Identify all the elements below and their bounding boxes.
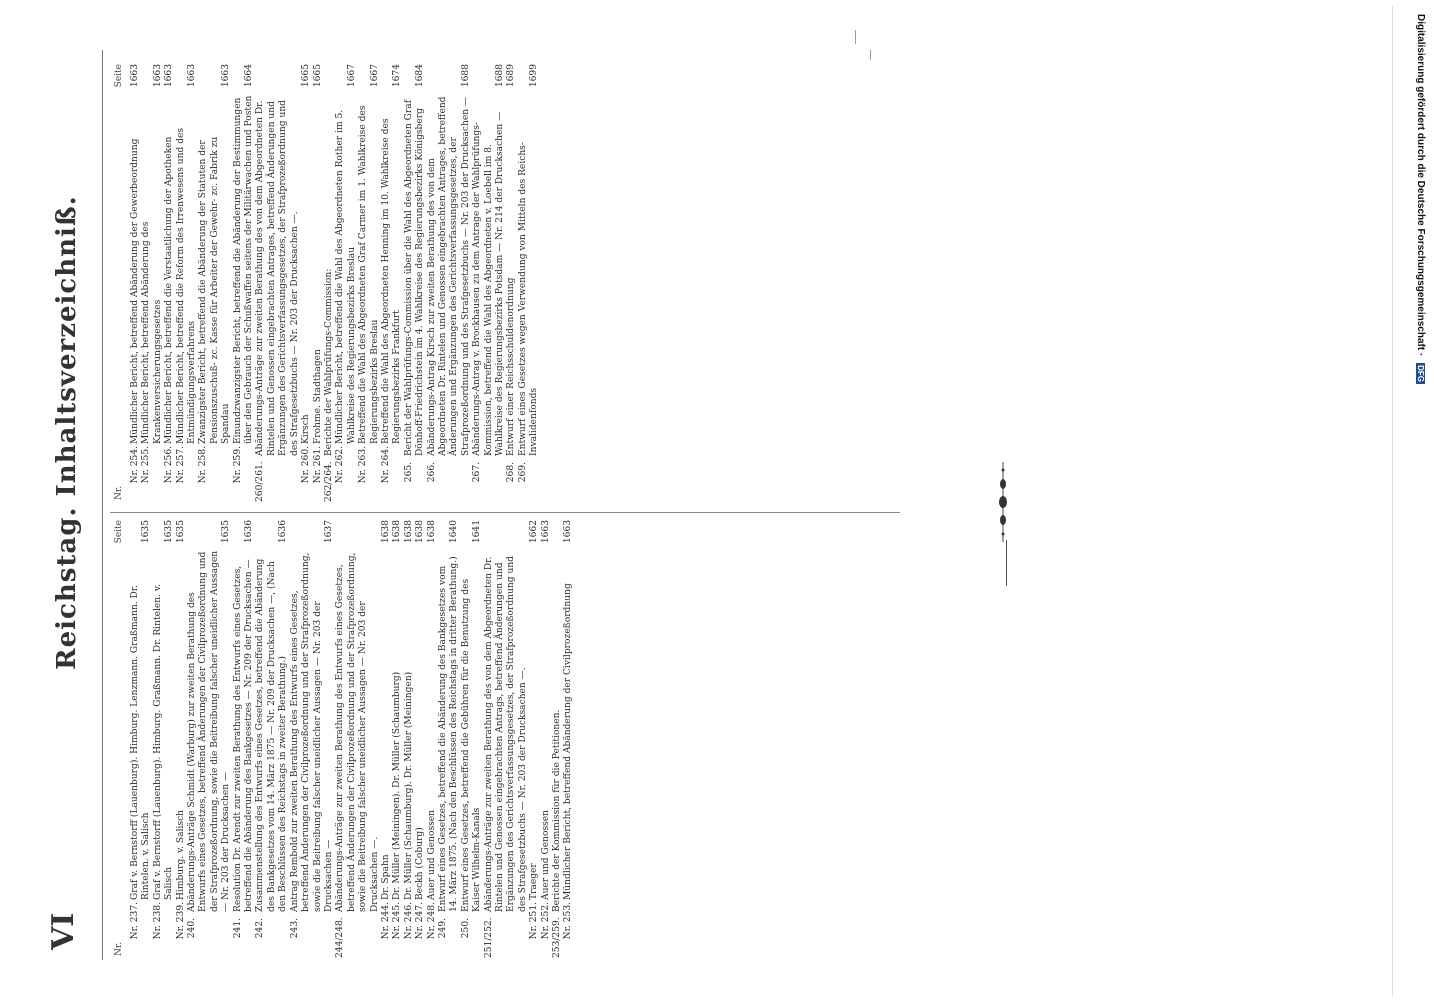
entry-list	[130, 64, 541, 502]
entry-text: Himburg. v. Salisch	[175, 809, 186, 900]
entry-text: Dr. Spahn	[380, 854, 391, 900]
index-entry	[381, 64, 404, 502]
entry-number: Nr. 251.	[529, 902, 540, 940]
entry-text: Antrag Rembold zur zweiten Berathung des Entwurfs eines Gesetzes, betreffend Änderungen der Civilprozeßordnung und der Strafprozeßordnung, sowie die Beitreibung falscher uneidlicher Aussagen — Nr. 203 der Drucksachen —	[289, 552, 334, 912]
entry-text: Berichte der Kommission für die Petitionen.	[552, 709, 563, 912]
entry-text: Berichte der Wahlprüfungs-Commission:	[323, 268, 334, 456]
entry-text: Entwurf eines Gesetzes, betreffend die Gebühren für die Benutzung des Kaiser Wilhelm-Kanals	[460, 578, 483, 912]
entry-page: 1638	[403, 520, 414, 544]
entry-list	[130, 520, 575, 958]
entry-number: Nr. 261.	[312, 446, 323, 484]
entry-text: Abänderungs-Anträge zur zweiten Berathung des Entwurfs eines Gesetzes, betreffend Änderungen der Civilprozeßordnung und der Strafprozeßordnung, sowie die Beitreibung falscher uneidlicher Aussagen — Nr. 203 der Drucksachen —.	[335, 552, 380, 912]
index-entry	[335, 520, 381, 958]
entry-number: 269.	[517, 462, 528, 483]
index-column-right	[110, 64, 900, 502]
index-entry	[563, 520, 574, 958]
index-entry	[404, 64, 427, 502]
entry-text: Einundzwanzigster Bericht, betreffend die Abänderung der Bestimmungen über den Gebrauch der Schußwaffen seitens der Militärwachen und Posten	[232, 95, 255, 444]
entry-text: Zusammenstellung des Entwurfs eines Gesetzes, betreffend die Abänderung des Bankgesetzes vom 14. März 1875 — Nr. 209 der Drucksachen —, (Nach den Beschlüssen des Reichstags in zweiter Berathung.)	[255, 558, 289, 912]
entry-text: Betreffend die Wahl des Abgeordneten Henning im 10. Wahlkreise des Regierungsbezirks Frankfurt	[380, 118, 403, 444]
entry-number: Nr. 262.	[335, 446, 346, 484]
entry-number: Nr. 246.	[403, 902, 414, 940]
entry-page: 1635	[221, 520, 232, 544]
entry-number: Nr. 259.	[232, 446, 243, 484]
index-entry	[198, 64, 232, 502]
index-entry	[438, 520, 461, 958]
entry-text: Abänderungs-Anträge zur zweiten Berathung des von dem Abgeordneten Dr. Rintelen und Genossen eingebrachten Antrages, betreffend Änderungen und Ergänzungen des Gerichtsverfassungsgesetzes, der Strafprozeßordnung und des Strafgesetzbuchs — Nr. 203 der Drucksachen —.	[255, 100, 300, 456]
seite-label: Seite	[114, 64, 124, 88]
entry-text: Entwurf eines Gesetzes, betreffend die Abänderung des Bankgesetzes vom 14. März 1875. (Nach den Beschlüssen des Reichstags in dritter Berathung.)	[437, 556, 460, 912]
page-header	[40, 50, 110, 960]
entry-number: Nr. 253.	[563, 902, 574, 940]
entry-number: 262/264.	[323, 461, 334, 502]
entry-number: Nr. 245.	[392, 902, 403, 940]
seite-label: Seite	[114, 520, 124, 544]
column-header	[114, 64, 128, 502]
entry-text: Traeger	[529, 863, 540, 900]
scan-mark	[870, 50, 871, 60]
entry-page: 1635	[164, 520, 175, 544]
column-divider	[110, 512, 900, 513]
index-entry	[141, 64, 164, 502]
page-edge	[1392, 6, 1393, 996]
digitization-credit	[1415, 14, 1426, 384]
index-entry	[541, 520, 552, 958]
entry-page: 1638	[392, 520, 403, 544]
document-page	[40, 50, 920, 960]
entry-text: Mündlicher Bericht, betreffend die Reform des Irrenwesens und des Entmündigungsverfahrens	[175, 127, 198, 444]
index-entry	[233, 520, 256, 958]
index-entry	[176, 520, 187, 958]
entry-page: 1638	[415, 520, 426, 544]
entry-number: 249.	[437, 918, 448, 939]
dfg-logo: DFG	[1416, 365, 1425, 382]
entry-page: 1688	[460, 64, 471, 88]
nr-label: Nr.	[114, 485, 124, 500]
entry-text: Frohme. Stadthagen	[312, 349, 323, 444]
entry-text: Entwurf einer Reichsschuldenordnung	[506, 277, 517, 456]
entry-page: 1665	[312, 64, 323, 88]
index-entry	[529, 520, 540, 958]
entry-text: Abänderungs-Anträge Schmidt (Warburg) zur zweiten Berathung des Entwurfs eines Gesetzes, betreffend Änderungen der Civilprozeßordnung und der Strafprozeßordnung, sowie die Beitreibung falscher uneidlicher Aussagen — Nr. 203 der Drucksachen —	[187, 550, 232, 912]
entry-page: 1663	[187, 64, 198, 88]
entry-number: Nr. 247.	[415, 902, 426, 940]
index-entry	[552, 520, 563, 958]
entry-page: 1663	[164, 64, 175, 88]
entry-number: Nr. 264.	[380, 446, 391, 484]
index-entry	[358, 64, 381, 502]
nr-label: Nr.	[114, 941, 124, 956]
index-entry	[335, 64, 358, 502]
index-entry	[392, 520, 403, 958]
entry-page: 1674	[392, 64, 403, 88]
index-entry	[255, 520, 289, 958]
entry-text: Mündlicher Bericht, betreffend Abänderung des Krankenversicherungsgesetzes	[141, 221, 163, 444]
entry-number: Nr. 252.	[540, 902, 551, 940]
entry-number: 266.	[426, 462, 437, 483]
index-entry	[255, 64, 301, 502]
entry-page: 1699	[529, 64, 540, 88]
index-entry	[324, 64, 335, 502]
entry-number: Nr. 248.	[426, 902, 437, 940]
entry-text: Mündlicher Bericht, betreffend die Verstaatlichung der Apotheken	[164, 136, 175, 444]
index-entry	[506, 64, 517, 502]
entry-number: Nr. 256.	[164, 446, 175, 484]
index-entry	[461, 520, 484, 958]
index-entry	[484, 520, 530, 958]
entry-page: 1641	[472, 520, 483, 544]
index-entry	[427, 520, 438, 958]
entry-page: 1638	[426, 520, 437, 544]
index-entry	[404, 520, 415, 958]
entry-number: 268.	[506, 462, 517, 483]
entry-number: 240.	[187, 918, 198, 939]
entry-number: Nr. 238.	[152, 902, 163, 940]
entry-text: Resolution Dr. Arendt zur zweiten Berathung des Entwurfs eines Gesetzes, betreffend die Abänderung des Bankgesetzes — Nr. 209 der Drucksachen —	[232, 559, 255, 912]
entry-page: 1684	[415, 64, 426, 88]
entry-text: Abänderungs-Anträge zur zweiten Berathung des von dem Abgeordneten Dr. Rintelen und Genossen eingebrachten Antrags, betreffend Änderungen und Ergänzungen des Gerichtsverfassungsgesetzes, der Strafprozeßordnung und des Strafgesetzbuchs — Nr. 203 der Drucksachen —.	[483, 556, 528, 912]
index-entry	[472, 64, 506, 502]
entry-page: 1664	[244, 64, 255, 88]
entry-text: Mündlicher Bericht, betreffend Abänderung der Gewerbeordnung	[130, 138, 140, 444]
entry-page: 1635	[175, 520, 186, 544]
entry-number: 242.	[255, 918, 266, 939]
entry-text: Betreffend die Wahl des Abgeordneten Graf Carmer im 1. Wahlkreise des Regierungsbezirks Breslau	[358, 105, 380, 444]
fold-line	[1006, 540, 1007, 586]
entry-number: Nr. 237.	[130, 902, 140, 940]
entry-page: 1640	[449, 520, 460, 544]
entry-number: 244/248.	[335, 917, 346, 958]
scan-mark	[855, 30, 856, 44]
entry-text: Graf v. Bernstorff (Lauenburg). Himburg. Graßmann. Dr. Rintelen. v. Salisch	[152, 584, 175, 900]
page-number: VI	[46, 912, 81, 950]
index-entry	[301, 64, 312, 502]
entry-text: Auer und Genossen	[540, 809, 551, 900]
entry-page: 1636	[278, 520, 289, 544]
credit-text: Digitalisierung gefördert durch die Deutsche Forschungsgemeinschaft ·	[1415, 14, 1426, 357]
page-title: Reichstag. Inhaltsverzeichniß.	[52, 195, 82, 670]
entry-text: Bericht der Wahlprüfungs-Commission über die Wahl des Abgeordneten Graf Dönhoff-Friedrichstein im 4. Wahlkreise des Regierungsbezirks Königsberg	[403, 99, 426, 456]
entry-number: 243.	[289, 918, 300, 939]
entry-number: 250.	[460, 918, 471, 939]
entry-page: 1689	[506, 64, 517, 88]
entry-number: Nr. 257.	[175, 446, 186, 484]
index-column-left	[110, 520, 900, 958]
entry-number: Nr. 263.	[358, 446, 369, 484]
entry-number: 241.	[232, 918, 243, 939]
entry-text: Abänderungs-Antrag v. Brockhausen zu dem Antrage der Wahlprüfungs-Kommission, betreffend die Wahl des Abgeordneten v. Loebell im 8. Wahlkreise des Regierungsbezirks Potsdam — Nr. 214 der Drucksachen —	[472, 111, 505, 456]
index-entry	[415, 520, 426, 958]
entry-number: 267.	[472, 462, 483, 483]
index-entry	[153, 520, 176, 958]
entry-text: Entwurf eines Gesetzes wegen Verwendung von Mitteln des Reichs-Invalidenfonds	[517, 142, 540, 456]
index-entry	[381, 520, 392, 958]
entry-number: Nr. 260.	[301, 446, 312, 484]
entry-text: Graf v. Bernstorff (Lauenburg). Himburg. Lenzmann. Graßmann. Dr. Rintelen. v. Salisch	[130, 584, 152, 900]
index-entry	[427, 64, 473, 502]
entry-page: 1667	[369, 64, 380, 88]
entry-number: Nr. 239.	[175, 902, 186, 940]
entry-text: Abänderungs-Antrag Kirsch zur zweiten Berathung des von dem Abgeordneten Dr. Rintelen und Genossen eingebrachten Antrages, betreffend Änderungen und Ergänzungen des Gerichtsverfassungsgesetzes, der Strafprozeßordnung und des Strafgesetzbuchs — Nr. 203 der Drucksachen —	[426, 96, 471, 456]
entry-page: 1667	[346, 64, 357, 88]
entry-page: 1688	[495, 64, 505, 88]
index-entry	[518, 64, 541, 502]
entry-page: 1663	[130, 64, 140, 88]
entry-text: Zwanzigster Bericht, betreffend die Abänderung der Statuten der Pensionszuschuß- zc. Kasse für Arbeiter der Gewehr- zc. Fabrik zu Spandau	[198, 136, 232, 444]
entry-text: Dr. Müller (Schaumburg). Dr. Müller (Meiningen)	[403, 671, 414, 900]
ornament-icon	[997, 462, 1009, 542]
entry-page: 1638	[380, 520, 391, 544]
index-entry	[176, 64, 199, 502]
entry-page: 1636	[244, 520, 255, 544]
entry-text: Beckh (Coburg)	[415, 827, 426, 900]
entry-page: 1663	[152, 64, 163, 88]
entry-text: Mündlicher Bericht, betreffend die Wahl des Abgeordneten Rother im 5. Wahlkreise des Regierungsbezirks Breslau	[335, 109, 357, 444]
entry-page: 1663	[540, 520, 551, 544]
index-entry	[313, 64, 324, 502]
entry-page: 1663	[221, 64, 232, 88]
entry-number: Nr. 244.	[380, 902, 391, 940]
header-rule	[102, 50, 103, 960]
entry-page: 1665	[301, 64, 312, 88]
index-entry	[187, 520, 233, 958]
entry-text: Mündlicher Bericht, betreffend Abänderung der Civilprozeßordnung	[563, 583, 574, 900]
entry-number: 251/252.	[483, 917, 494, 958]
entry-page: 1635	[141, 520, 152, 544]
entry-text: Kirsch	[301, 414, 312, 444]
index-entry	[233, 64, 256, 502]
index-entry	[130, 64, 141, 502]
column-header	[114, 520, 128, 958]
entry-text: Auer und Genossen	[426, 809, 437, 900]
entry-number: Nr. 254.	[130, 446, 140, 484]
entry-number: 253/259.	[552, 917, 563, 958]
entry-number: 265.	[403, 462, 414, 483]
index-entry	[164, 64, 175, 502]
entry-page: 1662	[529, 520, 540, 544]
index-entry	[290, 520, 336, 958]
entry-number: Nr. 258.	[198, 446, 209, 484]
entry-number: Nr. 255.	[141, 446, 152, 484]
entry-page: 1637	[323, 520, 334, 544]
entry-number: 260/261.	[255, 461, 266, 502]
index-entry	[130, 520, 153, 958]
entry-page: 1663	[563, 520, 574, 544]
entry-text: Dr. Müller (Meiningen). Dr. Müller (Schaumburg)	[392, 671, 403, 900]
